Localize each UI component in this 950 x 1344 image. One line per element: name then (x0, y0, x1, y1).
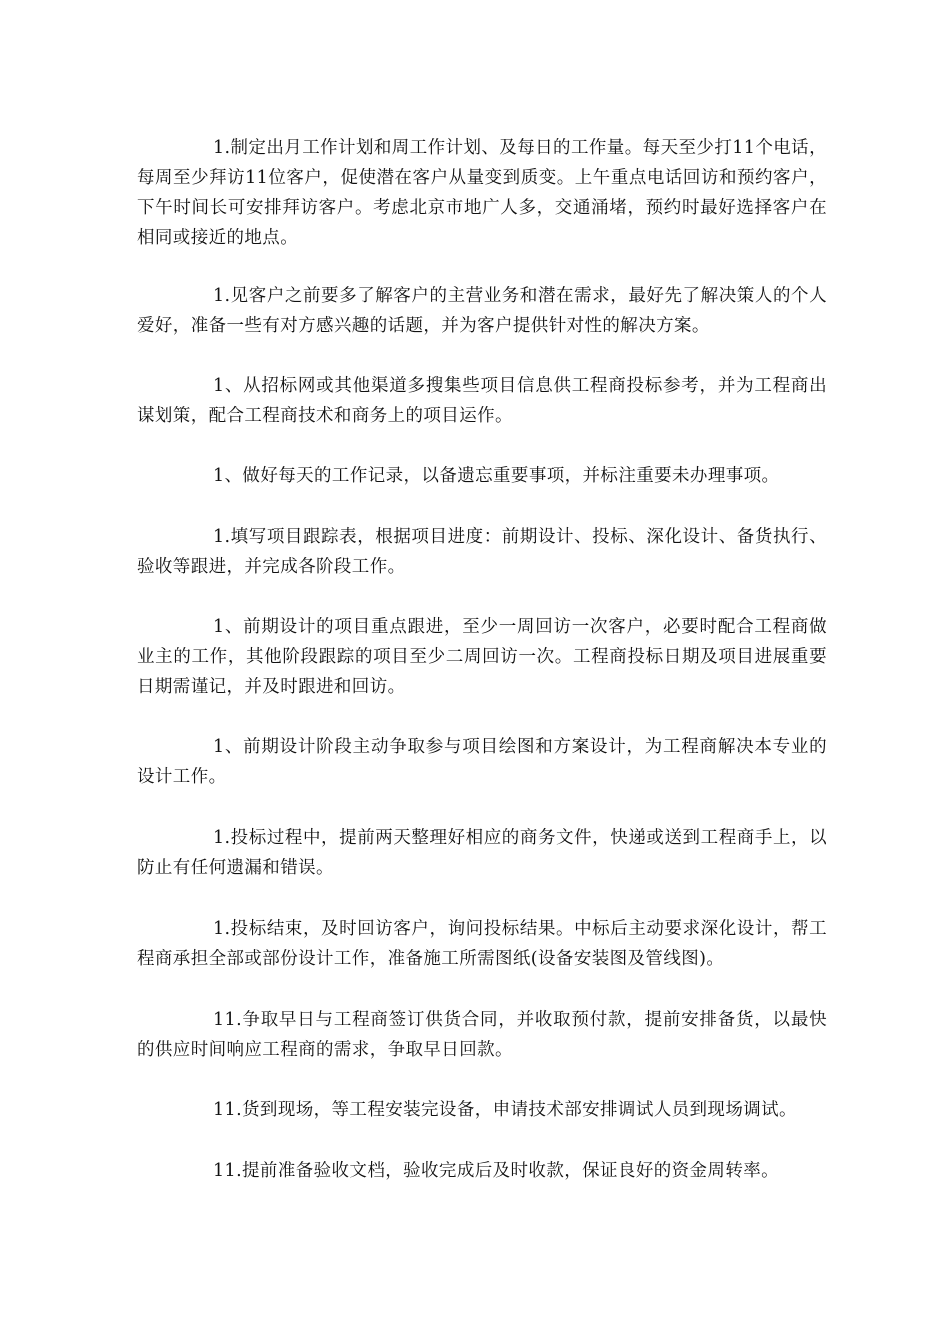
paragraph-7: 1、前期设计阶段主动争取参与项目绘图和方案设计，为工程商解决本专业的设计工作。 (137, 737, 827, 787)
paragraph-5: 1.填写项目跟踪表，根据项目进度：前期设计、投标、深化设计、备货执行、验收等跟进，并完成各阶段工作。 (137, 527, 827, 577)
paragraph-4: 1、做好每天的工作记录，以备遗忘重要事项，并标注重要未办理事项。 (213, 466, 780, 486)
paragraph-9: 1.投标结束，及时回访客户，询问投标结果。中标后主动要求深化设计，帮工程商承担全部或部份设计工作，准备施工所需图纸(设备安装图及管线图)。 (137, 919, 827, 969)
paragraph-3: 1、从招标网或其他渠道多搜集些项目信息供工程商投标参考，并为工程商出谋划策，配合工程商技术和商务上的项目运作。 (137, 376, 827, 426)
paragraph-11: 11.货到现场，等工程安装完设备，申请技术部安排调试人员到现场调试。 (213, 1100, 797, 1120)
paragraph-10: 11.争取早日与工程商签订供货合同，并收取预付款，提前安排备货，以最快的供应时间响应工程商的需求，争取早日回款。 (137, 1010, 827, 1060)
document-body (137, 130, 827, 1186)
paragraph-12: 11.提前准备验收文档，验收完成后及时收款，保证良好的资金周转率。 (213, 1161, 780, 1181)
paragraph-8: 1.投标过程中，提前两天整理好相应的商务文件，快递或送到工程商手上，以防止有任何遗漏和错误。 (137, 828, 827, 878)
paragraph-6: 1、前期设计的项目重点跟进，至少一周回访一次客户，必要时配合工程商做业主的工作，其他阶段跟踪的项目至少二周回访一次。工程商投标日期及项目进展重要日期需谨记，并及时跟进和回访。 (137, 617, 827, 697)
paragraph-1: 1.制定出月工作计划和周工作计划、及每日的工作量。每天至少打11个电话，每周至少拜访11位客户，促使潜在客户从量变到质变。上午重点电话回访和预约客户，下午时间长可安排拜访客户。考虑北京市地广人多，交通涌堵，预约时最好选择客户在相同或接近的地点。 (137, 138, 827, 248)
paragraph-2: 1.见客户之前要多了解客户的主营业务和潜在需求，最好先了解决策人的个人爱好，准备一些有对方感兴趣的话题，并为客户提供针对性的解决方案。 (137, 286, 827, 336)
